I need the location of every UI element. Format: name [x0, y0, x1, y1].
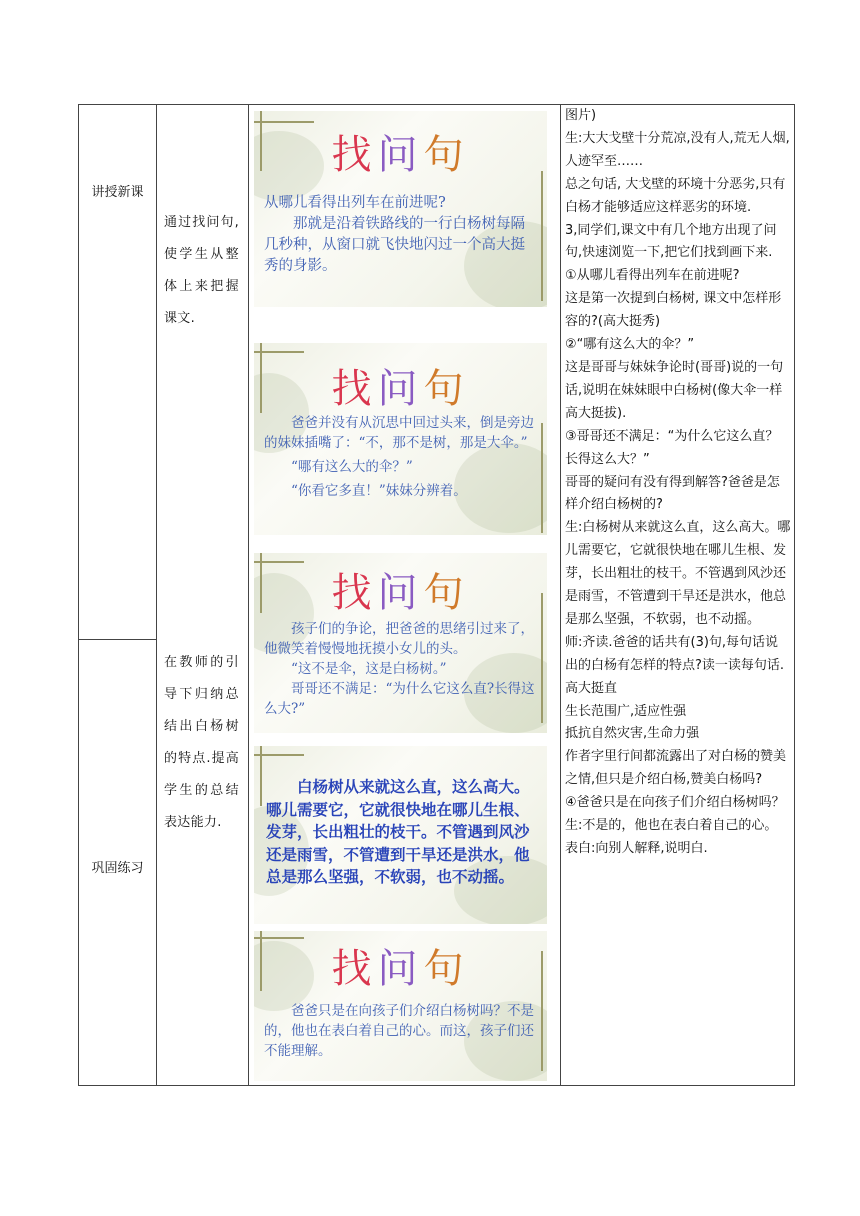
- process-line: 这是第一次提到白杨树, 课文中怎样形容的?(高大挺秀): [565, 291, 782, 330]
- process-line: 总之句话, 大戈壁的环境十分恶劣,只有白杨才能够适应这样恶劣的环境.: [565, 176, 786, 215]
- process-line: 生:白杨树从来就这么直，这么高大。哪儿需要它，它就很快地在哪儿生根、发芽，长出粗壮的枝干。不管遇到风沙还是雨雪，不管遭到干旱还是洪水，他总是那么坚强，不软弱，也不动摇。: [565, 520, 791, 627]
- column-divider: [248, 105, 249, 1085]
- process-line: 师:齐读.爸爸的话共有(3)句,每句话说出的白杨有怎样的特点?读一读每句话.: [565, 634, 785, 673]
- process-line: 表白:向别人解释,说明白.: [565, 841, 708, 856]
- objective-text-1: 通过找问句,使学生从整体上来把握课文.: [164, 215, 239, 326]
- process-line: ①从哪儿看得出列车在前进呢?: [565, 268, 740, 284]
- objective-text-2: 在教师的引导下归纳总结出白杨树的特点.提高学生的总结表达能力.: [164, 655, 239, 830]
- column-divider: [156, 105, 157, 1085]
- process-line: ③哥哥还不满足：“为什么它这么直？长得这么大？”: [565, 428, 779, 467]
- slide-3: [254, 553, 547, 733]
- section-label-practice: 巩固练习: [91, 861, 144, 876]
- slide-title: 找问句: [331, 366, 470, 412]
- column-divider: [560, 105, 561, 1085]
- slide-body: 爸爸并没有从沉思中回过头来，倒是旁边的妹妹插嘴了：“不，那不是树，那是大伞。” “哪有这么大的伞？” “你看它多直！”妹妹分辨着。: [264, 415, 534, 499]
- process-line: 抵抗自然灾害,生命力强: [565, 726, 700, 742]
- process-line: ②“哪有这么大的伞？”: [565, 337, 695, 353]
- section-label-teaching: 讲授新课: [91, 185, 144, 200]
- process-line: ④爸爸只是在向孩子们介绍白杨树吗？: [565, 795, 785, 811]
- lesson-table: [78, 104, 795, 1086]
- slide-body: 爸爸只是在向孩子们介绍白杨树吗？不是的，他也在表白着自己的心。而这，孩子们还不能理解。: [264, 1003, 534, 1059]
- process-line: 生长范围广,适应性强: [565, 703, 687, 719]
- slide-title: 找问句: [331, 946, 470, 992]
- process-line: 生:大大戈壁十分荒凉,没有人,荒无人烟,人迹罕至……: [565, 130, 790, 169]
- slide-2: [254, 343, 547, 535]
- process-line: 哥哥的疑问有没有得到解答?爸爸是怎样介绍白杨树的?: [565, 474, 780, 513]
- slide-5: [254, 931, 547, 1081]
- slide-4: [254, 746, 547, 924]
- slide-body: 白杨树从来就这么直，这么高大。哪儿需要它，它就很快地在哪儿生根、发芽，长出粗壮的枝干。不管遇到风沙还是雨雪，不管遭到干旱还是洪水，他总是那么坚强，不软弱，也不动摇。: [266, 778, 530, 886]
- process-line: 生:不是的，他也在表白着自己的心。: [565, 818, 778, 834]
- slide-1: [254, 111, 547, 307]
- slide-title: 找问句: [331, 570, 470, 616]
- process-line: 3,同学们,课文中有几个地方出现了问句,快速浏览一下,把它们找到画下来.: [565, 222, 777, 261]
- slide-title: 找问句: [331, 132, 470, 178]
- process-line: 图片): [565, 108, 597, 123]
- process-line: 这是哥哥与妹妹争论时(哥哥)说的一句话,说明在妹妹眼中白杨树(像大伞一样高大挺拔).: [565, 359, 784, 421]
- teaching-process-column: [565, 105, 791, 861]
- process-line: 高大挺直: [565, 680, 618, 696]
- process-line: 作者字里行间都流露出了对白杨的赞美之情,但只是介绍白杨,赞美白杨吗?: [565, 749, 787, 788]
- slide-body: 孩子们的争论，把爸爸的思绪引过来了，他微笑着慢慢地抚摸小女儿的头。 “这不是伞，这是白杨树。” 哥哥还不满足：“为什么它这么直?长得这么大?”: [264, 621, 535, 717]
- slide-body: 从哪儿看得出列车在前进呢? 那就是沿着铁路线的一行白杨树每隔几秒种，从窗口就飞快地闪过一个高大挺秀的身影。: [264, 195, 525, 274]
- row-divider: [79, 639, 156, 640]
